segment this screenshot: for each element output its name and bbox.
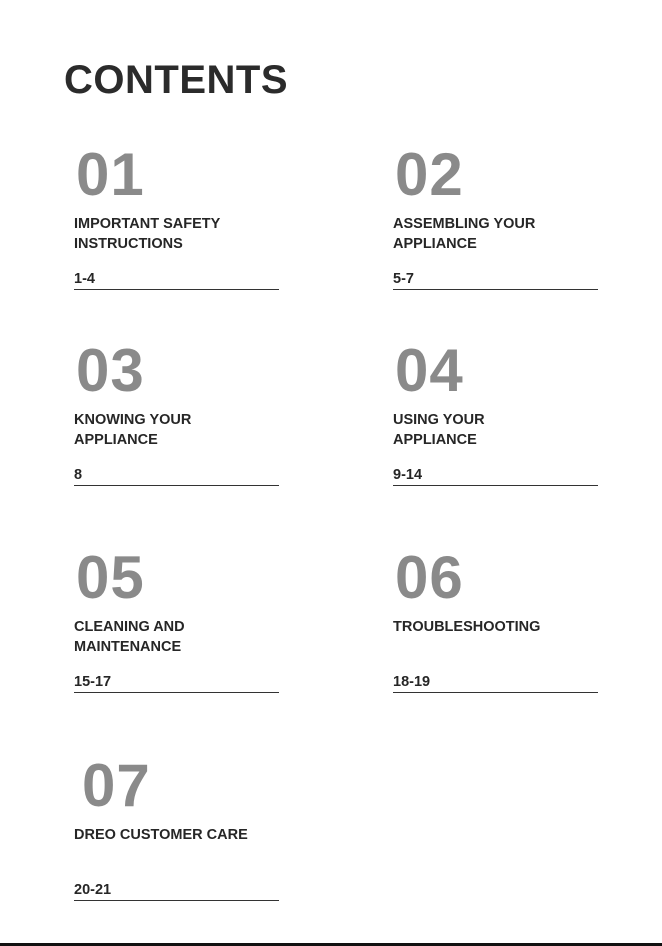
section-heading: ASSEMBLING YOUR APPLIANCE <box>393 216 536 252</box>
section-number: 03 <box>76 337 145 404</box>
section-heading: CLEANING AND MAINTENANCE <box>74 619 185 655</box>
section-page-range: 9-14 <box>393 466 598 486</box>
section-number: 02 <box>395 141 464 208</box>
section-heading: IMPORTANT SAFETY INSTRUCTIONS <box>74 216 221 252</box>
section-number: 07 <box>82 752 151 819</box>
section-page-range: 5-7 <box>393 270 598 290</box>
section-heading: TROUBLESHOOTING <box>393 619 541 635</box>
section-page-range: 18-19 <box>393 673 598 693</box>
section-page-range: 8 <box>74 466 279 486</box>
section-heading: USING YOUR APPLIANCE <box>393 412 485 448</box>
section-heading: DREO CUSTOMER CARE <box>74 827 248 843</box>
section-page-range: 1-4 <box>74 270 279 290</box>
section-number: 01 <box>76 141 145 208</box>
section-number: 04 <box>395 337 464 404</box>
section-number: 06 <box>395 544 464 611</box>
section-page-range: 20-21 <box>74 881 279 901</box>
section-heading: KNOWING YOUR APPLIANCE <box>74 412 192 448</box>
section-number: 05 <box>76 544 145 611</box>
section-page-range: 15-17 <box>74 673 279 693</box>
page-title: CONTENTS <box>64 58 288 102</box>
